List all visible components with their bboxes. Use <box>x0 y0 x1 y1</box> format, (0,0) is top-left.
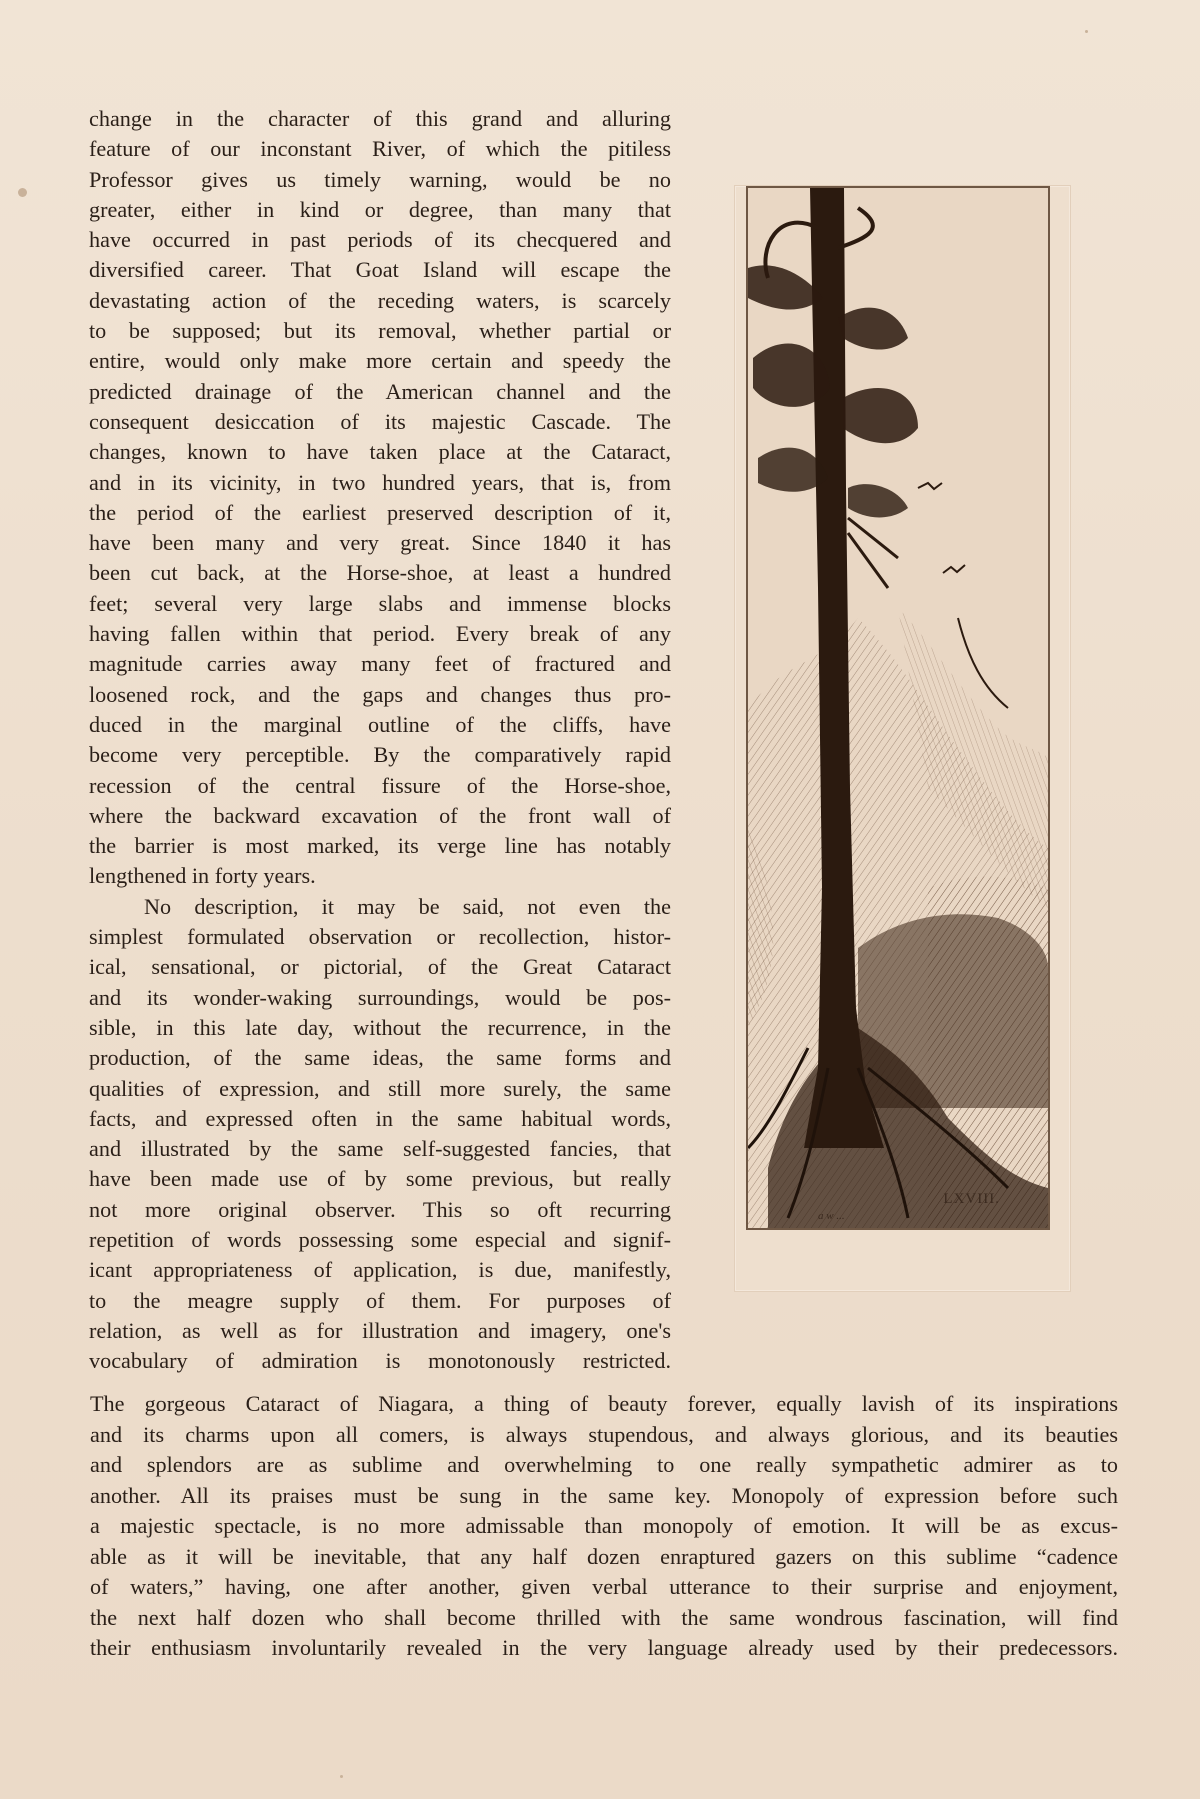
text-line: another. All its praises must be sung in the same key. Monopoly of expression before such <box>90 1482 1118 1508</box>
text-line: consequent desiccation of its majestic Cascade. The <box>89 408 671 434</box>
text-line: sible, in this late day, without the recurrence, in the <box>89 1014 671 1040</box>
text-line: the next half dozen who shall become thrilled with the same wondrous fascination, will find <box>90 1604 1118 1630</box>
plate-number: LXVIII. <box>943 1191 1000 1207</box>
text-line: have been many and very great. Since 1840 it has <box>89 530 671 556</box>
text-line: able as it will be inevitable, that any half dozen enraptured gazers on this sublime “cadence <box>90 1543 1118 1569</box>
text-line: devastating action of the receding waters, is scarcely <box>89 287 671 313</box>
text-line: vocabulary of admiration is monotonously restricted. <box>89 1348 671 1374</box>
text-line: and illustrated by the same self-suggested fancies, that <box>89 1136 671 1162</box>
text-line: and in its vicinity, in two hundred years, that is, from <box>89 469 671 495</box>
text-line: become very perceptible. By the comparatively rapid <box>89 742 671 768</box>
wide-text-column <box>90 1389 1118 1664</box>
text-line: production, of the same ideas, the same forms and <box>89 1045 671 1071</box>
text-line: qualities of expression, and still more surely, the same <box>89 1075 671 1101</box>
text-line: icant appropriateness of application, is due, manifestly, <box>89 1257 671 1283</box>
text-line: The gorgeous Cataract of Niagara, a thing of beauty forever, equally lavish of its inspirations <box>90 1391 1118 1416</box>
text-line: loosened rock, and the gaps and changes thus pro- <box>89 681 671 707</box>
text-line: feet; several very large slabs and immense blocks <box>89 590 671 616</box>
text-line: facts, and expressed often in the same habitual words, <box>89 1105 671 1131</box>
text-line: the barrier is most marked, its verge line has notably <box>89 833 671 859</box>
text-line: the period of the earliest preserved description of it, <box>89 499 671 525</box>
paper-speck <box>340 1775 343 1778</box>
text-line: change in the character of this grand and alluring <box>89 106 671 131</box>
tree-etching <box>746 186 1050 1230</box>
text-line: having fallen within that period. Every break of any <box>89 621 671 647</box>
text-line: and its wonder-waking surroundings, would be pos- <box>89 984 671 1010</box>
text-line: their enthusiasm involuntarily revealed in the very language already used by their predecessors. <box>90 1635 1118 1660</box>
text-line: ical, sensational, or pictorial, of the Great Cataract <box>89 954 671 980</box>
text-line: diversified career. That Goat Island will escape the <box>89 257 671 283</box>
etching-illustration <box>748 188 1048 1228</box>
text-line: and its charms upon all comers, is always stupendous, and always glorious, and its beauties <box>90 1421 1118 1447</box>
text-line: to be supposed; but its removal, whether partial or <box>89 318 671 344</box>
text-line: greater, either in kind or degree, than many that <box>89 196 671 222</box>
narrow-text-column <box>89 104 671 1376</box>
text-line: predicted drainage of the American channel and the <box>89 378 671 404</box>
plate-signature: a w ... <box>818 1210 845 1222</box>
text-line: feature of our inconstant River, of which the pitiless <box>89 136 671 162</box>
paragraph-end-line: lengthened in forty years. <box>89 863 316 889</box>
text-line: to the meagre supply of them. For purposes of <box>89 1287 671 1313</box>
text-line: of waters,” having, one after another, given verbal utterance to their surprise and enjoyment, <box>90 1574 1118 1599</box>
paragraph-first-line: No description, it may be said, not even the <box>144 893 671 919</box>
paper-speck <box>18 188 27 197</box>
text-line: relation, as well as for illustration and imagery, one's <box>89 1317 671 1343</box>
text-line: changes, known to have taken place at the Cataract, <box>89 439 671 465</box>
text-line: duced in the marginal outline of the cliffs, have <box>89 711 671 737</box>
text-line: have been made use of by some previous, but really <box>89 1166 671 1192</box>
text-line: entire, would only make more certain and speedy the <box>89 348 671 374</box>
text-line: been cut back, at the Horse-shoe, at least a hundred <box>89 560 671 586</box>
text-line: and splendors are as sublime and overwhelming to one really sympathetic admirer as to <box>90 1452 1118 1477</box>
text-line: have occurred in past periods of its checquered and <box>89 227 671 253</box>
text-line: repetition of words possessing some especial and signif- <box>89 1226 671 1252</box>
text-line: simplest formulated observation or recollection, histor- <box>89 924 671 950</box>
text-line: Professor gives us timely warning, would be no <box>89 166 671 192</box>
text-line: where the backward excavation of the front wall of <box>89 802 671 828</box>
text-line: not more original observer. This so oft recurring <box>89 1196 671 1222</box>
text-line: a majestic spectacle, is no more admissable than monopoly of emotion. It will be as excus- <box>90 1513 1118 1538</box>
text-line: magnitude carries away many feet of fractured and <box>89 651 671 677</box>
text-line: recession of the central fissure of the Horse-shoe, <box>89 772 671 798</box>
paper-speck <box>1085 30 1088 33</box>
